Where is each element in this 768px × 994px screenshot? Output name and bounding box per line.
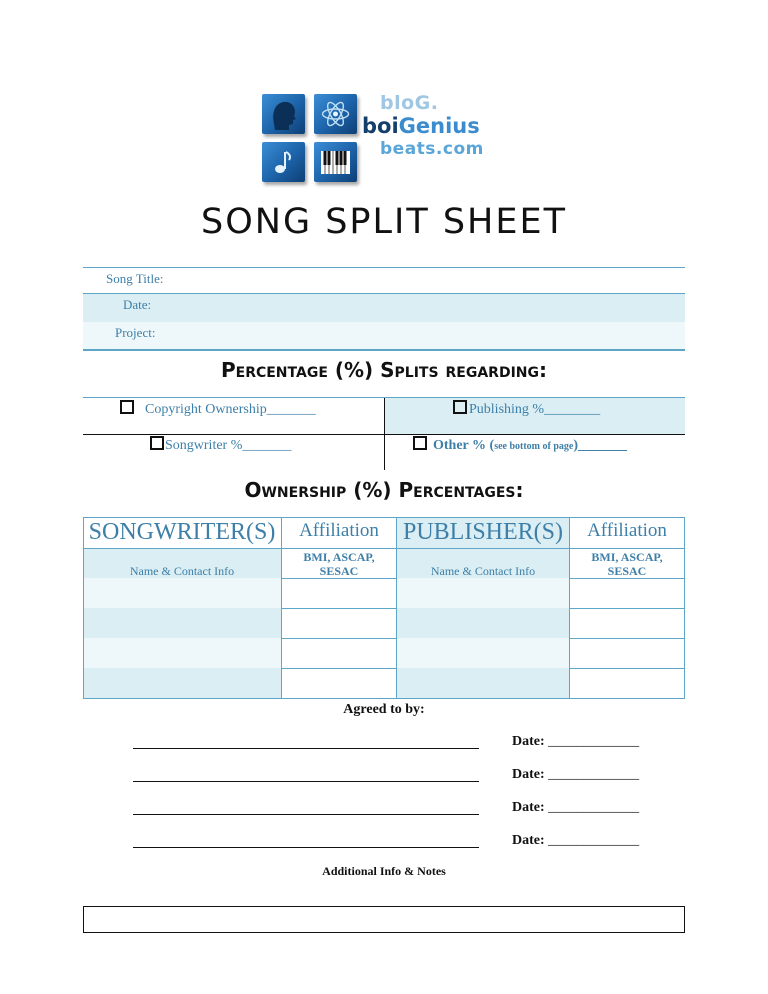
song-title-row[interactable] [83,268,685,294]
date-row[interactable] [83,294,685,322]
songwriter-cell-3[interactable] [83,638,281,668]
date-label-2: Date: [512,767,545,782]
date-blank-1: _____________ [548,734,640,749]
other-note: see bottom of page [494,441,574,452]
songwriter-cell-2[interactable] [83,608,281,638]
music-note-icon [262,142,305,182]
affiliation1-cell-3[interactable] [282,639,396,668]
splits-divider [384,398,385,470]
date-label-4: Date: [512,833,545,848]
notes-box[interactable] [83,906,685,933]
affiliation2-cell-1[interactable] [570,579,684,608]
song-title-label: Song Title: [106,271,164,286]
affiliation-header-1: Affiliation [299,520,379,541]
project-label: Project: [115,325,156,340]
head-icon [262,94,305,134]
publishing-checkbox[interactable] [453,400,467,414]
date-field-1[interactable] [512,734,639,750]
signature-line-1[interactable] [133,748,479,749]
piano-keys-icon [314,142,357,182]
other-checkbox[interactable] [413,436,427,450]
songwriter-cell-4[interactable] [83,668,281,699]
publishers-header: PUBLISHER(S) [402,519,564,545]
signature-line-4[interactable] [133,847,479,848]
affiliation2-cell-2[interactable] [570,609,684,638]
songwriter-label: Songwriter %_______ [165,438,292,453]
affiliation2-cell-4[interactable] [570,669,684,698]
affiliation-sub-1 [281,550,397,578]
songwriter-cell-1[interactable] [83,578,281,608]
brand-line-1: bloG. [380,92,439,114]
logo [258,92,518,184]
brand-boi: boi [362,114,399,138]
signature-line-2[interactable] [133,781,479,782]
publisher-cell-2[interactable] [397,608,569,638]
affiliation-sub-2-line1: BMI, ASCAP, [591,550,663,564]
publishing-label: Publishing %________ [469,402,601,417]
brand-line-3: beats.com [380,139,484,159]
date-field-4[interactable] [512,833,639,849]
notes-label: Additional Info & Notes [322,864,446,878]
page-title: SONG SPLIT SHEET [201,202,567,242]
copyright-option[interactable] [120,400,316,418]
date-blank-2: _____________ [548,767,640,782]
copyright-label: Copyright Ownership_______ [145,402,316,417]
date-field-3[interactable] [512,800,639,816]
other-label: Other % ( [433,438,495,453]
ownership-heading: Ownership (%) Percentages: [244,478,524,502]
affiliation1-cell-2[interactable] [282,609,396,638]
songwriters-header: SONGWRITER(S) [88,519,276,545]
publisher-cell-4[interactable] [397,668,569,699]
publisher-cell-3[interactable] [397,638,569,668]
publishing-option[interactable] [453,400,600,418]
brand-genius: Genius [398,114,480,138]
copyright-checkbox[interactable] [120,400,134,414]
date-field-2[interactable] [512,767,639,783]
atom-icon [314,94,357,134]
hline-head [83,548,685,549]
brand-line-2 [362,114,480,138]
other-option[interactable] [413,436,627,454]
affiliation-sub-1-line2: SESAC [319,564,359,578]
splits-heading: Percentage (%) Splits regarding: [220,358,548,382]
affiliation-sub-1-line1: BMI, ASCAP, [303,550,375,564]
date-label-3: Date: [512,800,545,815]
date-label-1: Date: [512,734,545,749]
date-blank-4: _____________ [548,833,640,848]
publisher-name-sub: Name & Contact Info [430,564,536,578]
affiliation-sub-2-line2: SESAC [607,564,647,578]
affiliation1-cell-1[interactable] [282,579,396,608]
affiliation1-cell-4[interactable] [282,669,396,698]
songwriter-option[interactable] [150,436,291,454]
date-label: Date: [123,297,152,312]
agreed-label: Agreed to by: [343,702,425,717]
date-blank-3: _____________ [548,800,640,815]
other-blank: )_______ [573,438,628,453]
signature-line-3[interactable] [133,814,479,815]
affiliation2-cell-3[interactable] [570,639,684,668]
songwriter-checkbox[interactable] [150,436,164,450]
songwriter-name-sub: Name & Contact Info [129,564,235,578]
affiliation-sub-2 [569,550,685,578]
project-row[interactable] [83,322,685,351]
ownership-table [83,517,685,699]
publisher-cell-1[interactable] [397,578,569,608]
affiliation-header-2: Affiliation [587,520,667,541]
